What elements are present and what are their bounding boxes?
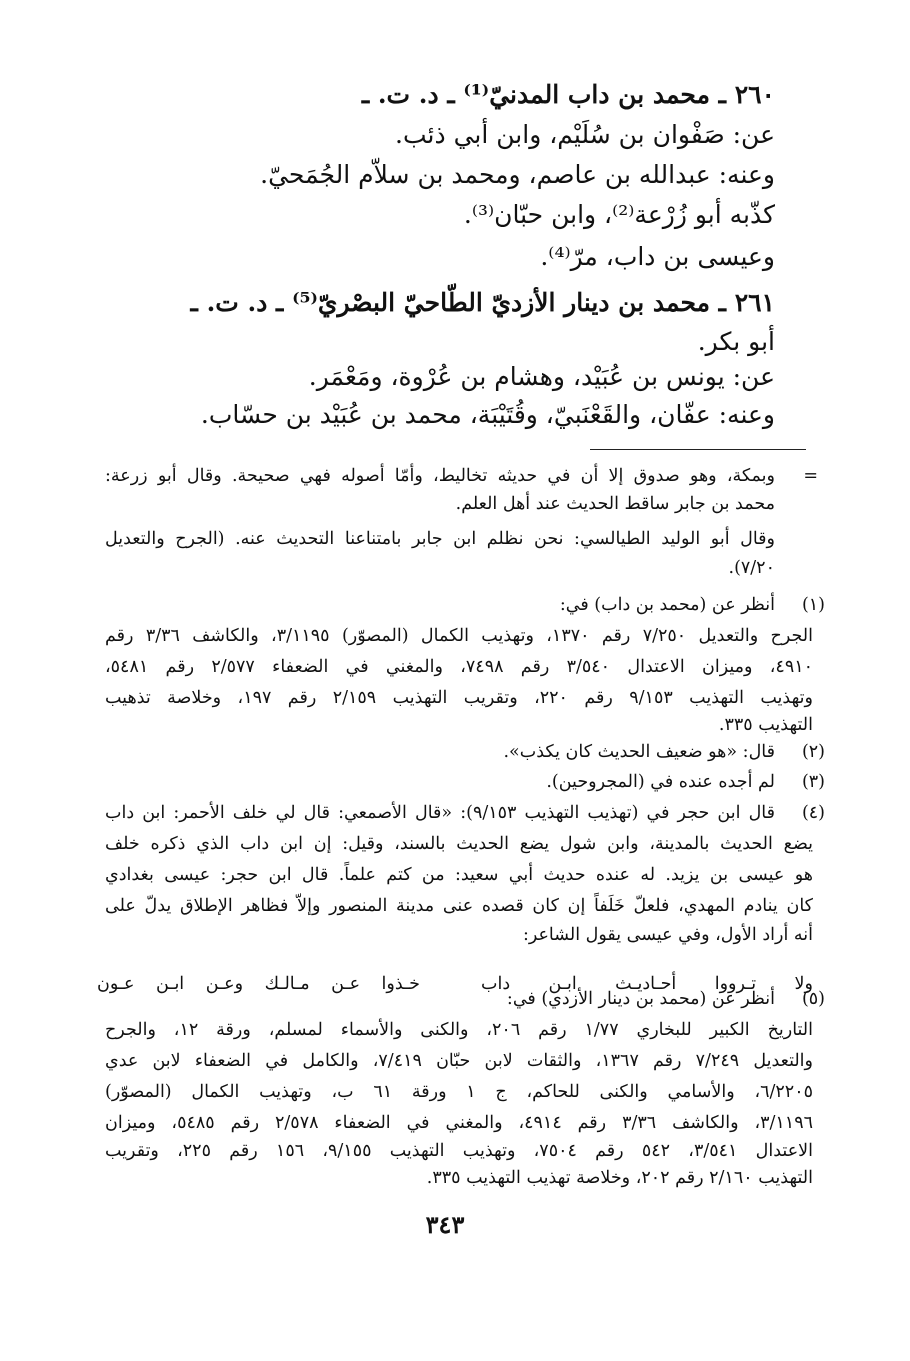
entry-line: أبو بكر. — [697, 327, 775, 356]
footnote-line: قال: «هو ضعيف الحديث كان يكذب». — [503, 742, 775, 762]
footnote-line: التهذيب ٣٣٥. — [718, 715, 813, 735]
verse-second-hemistich: ولا تـرووا أحـاديـث ابـن داب — [481, 973, 813, 994]
footnote-number: (١) — [801, 595, 825, 615]
footnote-line: ٤٩١٠، وميزان الاعتدال ٣/٥٤٠ رقم ٧٤٩٨، والمغني في الضعفاء ٢/٥٧٧ رقم ٥٤٨١، — [105, 657, 813, 677]
entry-line: عن: يونس بن عُبَيْد، وهشام بن عُرْوة، ومَعْمَر. — [308, 362, 775, 391]
entry-line: عن: صَفْوان بن سُلَيْم، وابن أبي ذئب. — [395, 120, 775, 149]
entry-heading: ٢٦٠ ـ محمد بن داب المدنيّ⁽¹⁾ ـ د. ت. ـ — [361, 80, 775, 109]
footnote-line: أنظر عن (محمد بن دينار الأزدي) في: — [506, 989, 775, 1009]
footnote-line: والتعديل ٧/٢٤٩ رقم ١٣٦٧، والثقات لابن حبّان ٧/٤١٩، والكامل في الضعفاء لابن عدي — [105, 1051, 813, 1071]
footnote-number: (٤) — [801, 803, 825, 823]
entry-line: وعنه: عبدالله بن عاصم، ومحمد بن سلاّم الجُمَحيّ. — [260, 160, 775, 189]
entry-line: وعيسى بن داب، مرّ⁽⁴⁾. — [540, 242, 775, 271]
footnote-line: التهذيب ٢/١٦٠ رقم ٢٠٢، وخلاصة تهذيب التهذيب ٣٣٥. — [426, 1168, 813, 1188]
footnote-line: ٧/٢٠). — [728, 558, 775, 578]
footnote-number: (٢) — [801, 742, 825, 762]
footnote-line: لم أجده عنده في (المجروحين). — [546, 772, 775, 792]
footnote-line: قال ابن حجر في (تهذيب التهذيب ٩/١٥٣): «قال الأصمعي: قال لي خلف الأحمر: ابن داب — [105, 803, 775, 823]
footnote-line: الجرح والتعديل ٧/٢٥٠ رقم ١٣٧٠، وتهذيب الكمال (المصوّر) ٣/١١٩٥، والكاشف ٣/٣٦ رقم — [105, 626, 813, 646]
verse-first-hemistich: خـذوا عـن مـالـك وعـن ابـن عـون — [97, 973, 420, 994]
entry-line: كذّبه أبو زُرْعة⁽²⁾، وابن حبّان⁽³⁾. — [463, 200, 775, 229]
footnote-line: وقال أبو الوليد الطيالسي: نحن نظلم ابن جابر بامتناعنا التحديث عنه. (الجرح والتعديل — [105, 529, 775, 549]
entry-line: وعنه: عفّان، والقَعْنَبيّ، وقُتَيْبَة، محمد بن عُبَيْد بن حسّاب. — [200, 400, 775, 429]
footnote-number: (٣) — [801, 772, 825, 792]
footnote-line: هو عيسى بن يزيد. له عنده حديث أبي سعيد: من كتم علماً. قال ابن حجر: عيسى بغدادي — [105, 865, 813, 885]
footnote-line: ٦/٢٢٠٥، والأسامي والكنى للحاكم، ج ١ ورقة ٦١ ب، وتهذيب الكمال (المصوّر) — [105, 1082, 813, 1102]
footnote-line: وبمكة، وهو صدوق إلا أن في حديثه تخاليط، وأمّا أصوله فهي صحيحة. وقال أبو زرعة: — [105, 466, 775, 486]
footnote-line: الاعتدال ٣/٥٤١، ٥٤٢ رقم ٧٥٠٤، وتهذيب التهذيب ٩/١٥٥، ١٥٦ رقم ٢٢٥، وتقريب — [105, 1141, 813, 1161]
page-number: ٣٤٣ — [425, 1210, 465, 1239]
footnote-line: كان ينادم المهدي، فلعلّ خَلَفاً إن كان قصده عنى مدينة المنصور وإلاّ فظاهر الإطلاق يدلّ على — [105, 896, 813, 916]
footnote-line: التاريخ الكبير للبخاري ١/٧٧ رقم ٢٠٦، والكنى والأسماء لمسلم، ورقة ١٢، والجرح — [105, 1020, 813, 1040]
footnote-continuation-marker: = — [803, 466, 818, 486]
footnote-line: ٣/١١٩٦، والكاشف ٣/٣٦ رقم ٤٩١٤، والمغني في الضعفاء ٢/٥٧٨ رقم ٥٤٨٥، وميزان — [105, 1113, 813, 1133]
footnote-number: (٥) — [801, 989, 825, 1009]
footnote-line: وتهذيب التهذيب ٩/١٥٣ رقم ٢٢٠، وتقريب التهذيب ٢/١٥٩ رقم ١٩٧، وخلاصة تذهيب — [105, 688, 813, 708]
footnote-separator — [590, 449, 806, 450]
footnote-line: يضع الحديث بالمدينة، وابن شول يضع الحديث بالسند، وقيل: إن ابن داب الذي ذكره خلف — [105, 834, 813, 854]
footnote-line: أنه أراد الأول، وفي عيسى يقول الشاعر: — [522, 925, 813, 945]
footnote-line: محمد بن جابر ساقط الحديث عند أهل العلم. — [455, 494, 775, 514]
footnote-line: أنظر عن (محمد بن داب) في: — [559, 595, 775, 615]
entry-heading: ٢٦١ ـ محمد بن دينار الأزديّ الطّاحيّ البصْريّ⁽⁵⁾ ـ د. ت. ـ — [190, 288, 775, 317]
